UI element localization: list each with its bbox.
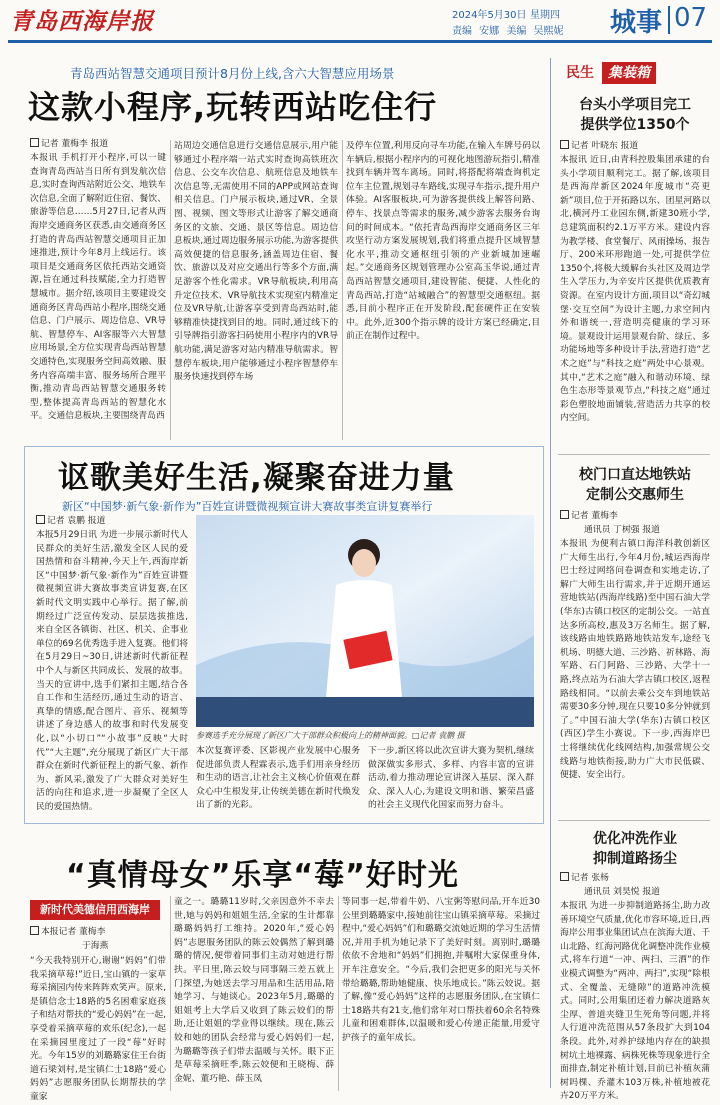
col-divider (170, 896, 171, 1091)
sidebar-separator (558, 454, 710, 455)
sidebar-divider (550, 58, 551, 1088)
sidebar-separator (558, 820, 710, 821)
col-divider (338, 896, 339, 1091)
issue-date: 2024年5月30日 (452, 10, 527, 21)
sidebar3-text: 本报讯 为进一步抑制道路扬尘,助力改善环境空气质量,优化市容环境,近日,西海岸公用事业集团试点在滨海大道、千山北路、红海河路优化调整冲洗作业模式,将车行道“一冲、两扫、三洒”的作业模式调整为“两冲、两扫”,实现“除根式、全覆盖、无缝隙”的道路冲洗模式。同时,公用集团还着力解决道路灰尘厚、普道夹缝卫生死角等问题,并将人行道冲洗范围从57条段扩大到104条段。此外,对养护绿地内存在的缺损树坑土地裸露、病株死株等现象进行全面排查,制定补植计划,目前已补植灰蒲树吗棵、乔灌木103万株,补植地被花卉20万平方米。 (560, 901, 710, 1102)
byline-marker (560, 140, 569, 149)
sidebar1-title-line2: 提供学位1350个 (580, 117, 690, 133)
sidebar1-text: 本报讯 近日,由青科控股集团承建的台头小学项目顺利完工。据了解,该项目是西海岸新区2024年度城市“亮更新”项目,位于开拓路以东、团星河路以北,横河丹工业园东侧,新建30班小学,总建筑面积约2.1万平方米。建设内容为教学楼、食堂餐厅、风雨操场、报告厅、200米环形跑道一处,可提供学位1350个,将极大缓解台头社区及周边学生入学压力,为辛安片区提供优质教育资源。在室内设计方面,项目以“奇幻城堡·交互空间”为设计主题,力求空间内外和谐统一,营造明亮健康的学习环境。景观设计运用景观台阶、绿丘、多功能场地等多种设计手法,营造打造“艺术之庭”与“科技之庭”两处中心景观。其中,“艺术之庭”融入和谐动环境、绿色生态形等景观节点,“科技之庭”通过彩色塑胶地面铺装,营造活力共享的校内空间。 (560, 155, 710, 424)
article2-byline: 记者 袁鹏 报道 (36, 515, 105, 529)
page-number: 07 (674, 3, 708, 33)
masthead-rule (8, 40, 712, 43)
sidebar3-byline1: 记者 张杨 (560, 872, 609, 886)
photo-caption: 参赛选手充分展现了新区广大干部群众积极向上的精神面貌。□记者 袁鹏 摄 (196, 731, 465, 740)
issue-weekday: 星期四 (530, 10, 560, 21)
newspaper-logo: 青岛西海岸报 (10, 8, 154, 35)
article2-col2: 本次复赛评委、区影视产业发展中心服务促进部负责人程霖表示,选手们用亲身经历和生动的语言,让社会主义核心价值观在群众心中生根发芽,让传统美德在新时代焕发出了新的光彩。 (196, 746, 360, 811)
sidebar2-text: 本报讯 为便利古镇口海洋科教创新区广大师生出行,今年4月份,城运西海岸巴士经过网络问卷调查和实地走访,了解广大师生出行需求,并于近期开通运营地铁站(西海岸线路)至中国石油大学(华东)古镇口校区的定制公交。一站直达多所高校,惠及3万名师生。据了解,该线路由地铁路路地铁站发车,途经飞机场、明德大道、三沙路、祈林路、海军路、石门阿路、三沙路、大学十一路,终点站为石油大学古镇口校区,返程路线相同。“以前去乘公交车到地铁站需要30多分钟,现在只要10多分钟就到了。”中国石油大学(华东)古镇口校区(西区)学生小赛说。下一步,西海岸巴士将继续优化线网结构,加强常规公交线路与地铁衔接,助力广大市民低碳、便捷、安全出行。 (560, 539, 710, 781)
article1-col3: 及停车位置,利用反向寻车功能,在输入车牌号码以车辆后,根据小程序内的可视化地图游玩指引,精准找到车辆并驾车离场。同时,将搭配将端查询机定位车主位置,规划寻车路线,实现寻车指示,提升用户体验。AI客服板块,可为游客提供线上解答问路、停车、找景点等需求的服务,减少游客去服务台询问的时间成本。“依托青岛西海岸交通商务区三年攻坚行动方案发展规划,我们将重点提升区域智慧化水平,推动交通枢纽引领的产业新城加速崛起。”交通商务区规划管理办公室高玉华说,通过青岛西站智慧交通项目,建设智能、便捷、人性化的青岛西站,打造“站城融合”的智慧型交通枢纽。据悉,目前小程序正在开发阶段,配套硬件正在安装中。此外,近300个指示牌的设计方案已经确定,目前正在制作过程中。 (346, 141, 540, 342)
sidebar2-byline2: 通讯员 丁树强 报道 (584, 525, 660, 535)
stage-speaker-photo (196, 515, 534, 727)
editor-line: 责编 安娜 美编 吴熙妮 (452, 26, 564, 37)
article1-title: 这款小程序,玩转西站吃住行 (28, 88, 438, 126)
article1-byline: 记者 董梅李 报道 (30, 138, 108, 152)
section-divider (668, 6, 670, 34)
sidebar1-byline: 记者 叶晓东 报道 (560, 140, 638, 154)
section-name: 城事 (610, 8, 663, 38)
sidebar2-title-line2: 定制公交惠师生 (586, 487, 684, 503)
article3-byline1: 本报记者 董梅李 (30, 926, 105, 940)
article1-col1: 本报讯 手机打开小程序,可以一键查询青岛西站当日所有到发航次信息,实时查询西站附近公交、地铁车次信息,全面了解附近住宿、餐饮、旅游等信息……5月27日,记者从西海岸交通商务区获悉,由交通商务区打造的青岛西站智慧交通项目正加速推进,预计今年8月上线运行。该项目是交通商务区依托西站交通资源,旨在通过科技赋能,全力打造智慧城市。据介绍,该项目主要建设交通商务区青岛西站小程序,围绕交通信息、门户展示、周边信息、VR导航、智慧停车、AI客服等六大智慧应用场景,全方位实现青岛西站智慧交通特色,实现服务空间高效融、服务内容高端丰富、服务场所合理平衡,推动青岛西站智慧交通服务转型,整体提高青岛西站的智慧化水平。交通信息板块,主要围绕青岛西 (30, 153, 166, 422)
byline-marker (36, 515, 45, 524)
sidebar3-title-line2: 抑制道路扬尘 (593, 851, 677, 867)
photo-drawing (196, 515, 534, 727)
sidebar3-title-line1: 优化冲洗作业 (593, 831, 677, 847)
article3-col2: 童之一。璐璐11岁时,父亲因意外不幸去世,她与妈妈和姐姐生活,全家的生计都靠璐璐妈妈打工维持。2020年,“爱心妈妈”志愿服务团队的陈云姣偶然了解到璐璐的情况,便带着同事们主动对她进行帮扶。平日里,陈云姣与同事隔三差五就上门探望,为她送去学习用品和生活用品,陪她学习、与她谈心。2023年5月,璐璐的姐姐考上大学后又收到了陈云姣们的帮助,还让姐姐的学业得以继续。现在,陈云姣和她的团队会经常与爱心妈妈们一起,为璐璐等孩子们带去温暖与关怀。眼下正是草莓采摘旺季,陈云姣便和王晓梅、薛金妮、董巧艳、薛玉凤 (174, 897, 334, 1084)
article2-title: 讴歌美好生活,凝聚奋进力量 (58, 460, 455, 496)
article3-col1: “今天我特别开心,谢谢“妈妈”们带我采摘草莓!”近日,宝山镇的一家草莓采摘园内传来阵阵欢笑声。原来,是镇信念士18路的5名困难家庭孩子和结对帮扶的“爱心妈妈”在一起,享受着采摘草莓的欢乐(纪念),一起在采摘园里度过了一段“莓”好时光。今年15岁的刘璐璐家住王台街道石梁刘村,是宝镇仁士18路“爱心妈妈”志愿服务团队长期帮扶的学童家 (30, 956, 166, 1102)
col-divider (342, 140, 343, 440)
article2-col3: 下一步,新区将以此次宣讲大赛为契机,继续做深做实多形式、多样、内容丰富的宣讲活动,着力推动理论宣讲深入基层、深入群众、深入人心,为建设文明和谐、繁荣昌盛的社会主义现代化国家而努力奋斗。 (368, 746, 534, 811)
article2-subtitle: 新区“中国梦·新气象·新作为”百姓宣讲暨微视频宣讲大赛故事类宣讲复赛举行 (62, 500, 433, 513)
byline-marker (560, 872, 569, 881)
col-divider (170, 140, 171, 440)
sidebar1-title-line1: 台头小学项目完工 (579, 97, 691, 113)
article1-col2: 站周边交通信息进行交通信息展示,用户能够通过小程序端一站式实时查询高铁班次信息、公交车次信息、航班信息及地铁车次信息等,无需使用不同的APP或网站查询相关信息。门户展示板块,通过VR、全景图、视频、图文等形式让游客了解交通商务区的文旅、交通、景区等信息。周边信息板块,通过周边服务展示功能,为游客提供高效便捷的信息服务,涵盖周边住宿、餐饮、旅游以及对应交通出行等多个方面,满足游客个性化需求。VR导航板块,利用高升定位技术、VR导航技术实现室内精准定位及VR导航,让游客享受到青岛西站时,能够精准快捷找到目的地。同时,通过线下的引导牌指引游客扫码使用小程序内的VR导航功能,满足游客对站内精准导航需求。智慧停车板块,用户能够通过小程序智慧停车服务快速找到停车场 (174, 141, 338, 383)
byline-marker (560, 510, 569, 519)
byline-marker (30, 138, 39, 147)
article2-col1: 本报5月29日讯 为进一步展示新时代人民群众的美好生活,激发全区人民的爱国热情和奋斗精神,今天上午,西海岸新区“中国梦·新气象·新作为”百姓宣讲暨微视频宣讲大赛故事类宣讲复赛,在区新时代文明实践中心举行。据了解,前期经过广泛宣传发动、层层选拔推选,来自全区各镇街、社区、机关、企事业单位的69名优秀选手进入复赛。他们将在5月29日~30日,讲述新时代新征程中个人与新区共同成长、发展的故事。当天的宣讲中,选手们紧扣主题,结合各自工作和生活经历,通过生动的语言、真挚的情感,配合图片、音乐、视频等讲述了身边感人的故事和时代发展变化,以“小切口”“小故事”反映“大时代”“大主题”,充分展现了新区广大干部群众在新时代新征程上的新气象、新作为、新风采,激发了广大群众对美好生活的向往和追求,进一步凝聚了全区人民的爱国热情。 (36, 530, 188, 812)
sidebar-banner-right: 集装箱 (602, 62, 656, 84)
masthead (0, 0, 720, 40)
sidebar-banner (562, 62, 704, 84)
byline-marker (30, 926, 39, 935)
article3-byline2: 于海燕 (82, 941, 109, 951)
sidebar2-byline1: 记者 董梅李 (560, 510, 618, 524)
article1-subtitle: 青岛西站智慧交通项目预计8月份上线,含六大智慧应用场景 (70, 66, 395, 81)
article3-col3: 等同事一起,带着牛奶、八宝粥等慰问品,开车近30公里到璐璐家中,接她前往宝山镇采摘草莓。采摘过程中,“爱心妈妈”们和璐璐交流她近期的学习生活情况,并用手机为她记录下了美好时刻。离别时,璐璐依依不舍地和“妈妈”们拥抱,并嘱咐大家保重身体,开车注意安全。“今后,我们会把更多的阳光与关怀带给璐璐,帮助她健康、快乐地成长。”陈云姣说。据了解,像“爱心妈妈”这样的志愿服务团队,在宝镇仁士18路共有21支,他们常年对口帮扶着60余名特殊儿童和困难群体,以温暖和爱心传递正能量,用爱守护孩子的童年成长。 (342, 897, 540, 1043)
sidebar2-title-line1: 校门口直达地铁站 (579, 467, 691, 483)
sidebar-banner-left: 民生 (566, 65, 594, 81)
article3-banner: 新时代美德信用西海岸 (30, 900, 160, 920)
sidebar3-byline2: 通讯员 刘昊悦 报道 (584, 887, 660, 897)
article3-title: “真情母女”乐享“莓”好时光 (66, 858, 459, 893)
